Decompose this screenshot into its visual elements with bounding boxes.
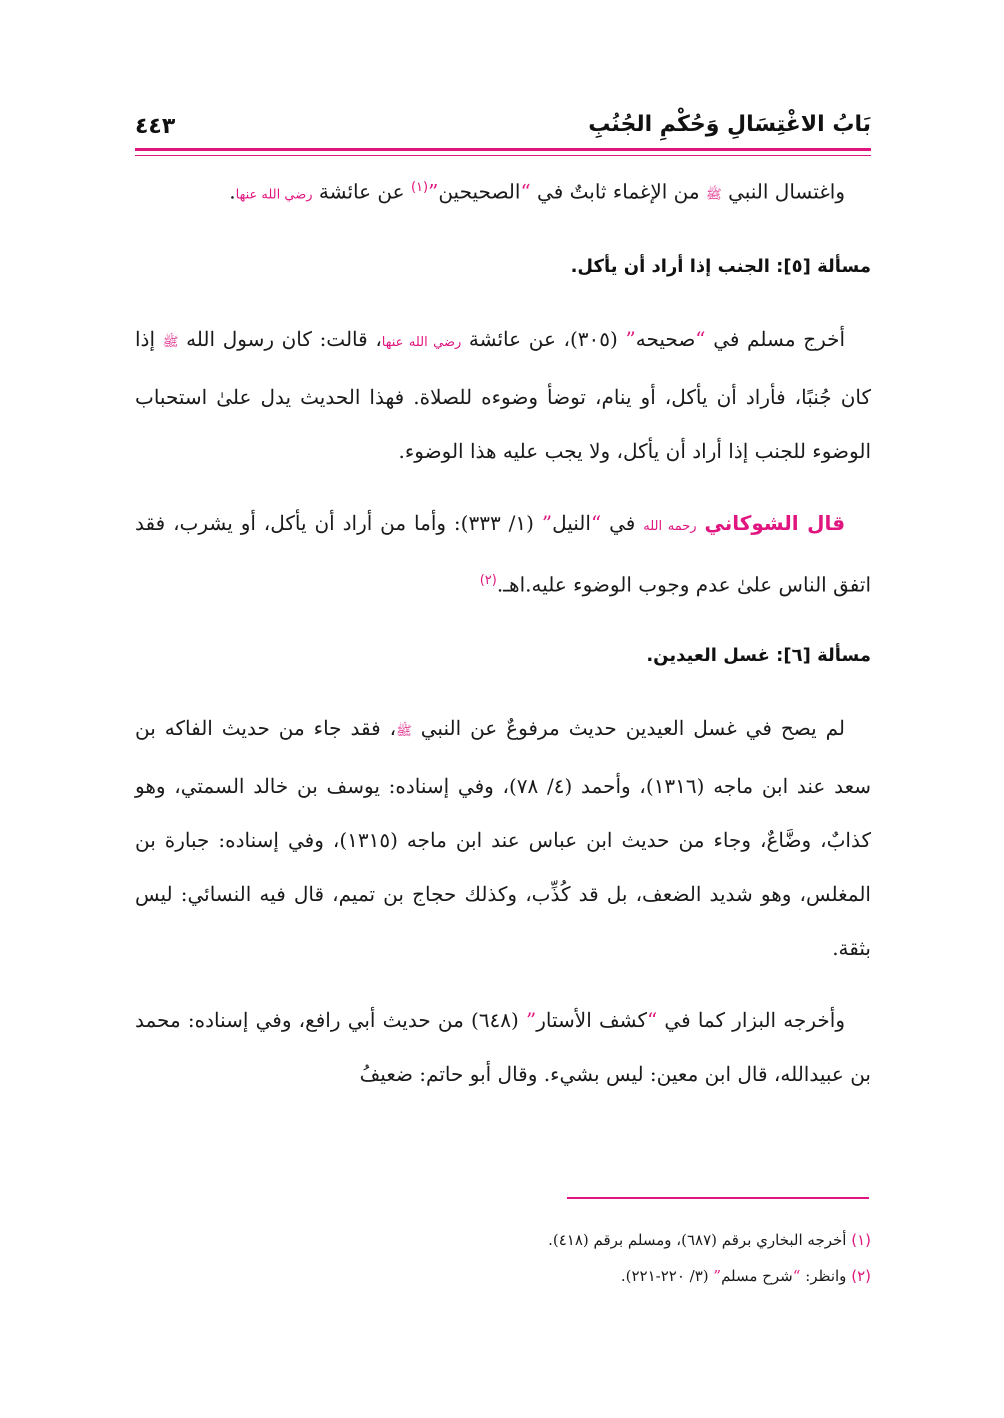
quoted-title: كشف الأستار xyxy=(536,1008,648,1033)
quote-close: ” xyxy=(428,179,439,204)
quote-open: “ xyxy=(695,326,706,351)
text-run: عن عائشة xyxy=(318,179,405,204)
scholar-name: قال الشوكاني xyxy=(704,510,846,535)
text-run: أخرج مسلم في xyxy=(713,326,846,351)
footnote-text: أخرجه البخاري برقم (٦٨٧)، ومسلم برقم (٤١٨). xyxy=(548,1231,847,1249)
quote-open: “ xyxy=(792,1267,801,1285)
footnote-2 xyxy=(135,1258,871,1294)
footnote-number: (٢) xyxy=(851,1267,871,1285)
running-header xyxy=(135,112,871,152)
issue-label: مسألة [٥]: xyxy=(776,255,871,277)
main-content xyxy=(135,162,871,1101)
footnote-text: (٣/ ٢٢٠-٢٢١). xyxy=(620,1267,709,1285)
quoted-title: الصحيحين xyxy=(438,179,521,204)
quote-open: “ xyxy=(647,1008,658,1033)
text-run: من الإغماء ثابتٌ في xyxy=(537,179,700,204)
prophet-honorific-icon: ﷺ xyxy=(396,724,412,740)
quote-close: ” xyxy=(625,326,636,351)
paragraph-2 xyxy=(135,312,871,478)
quote-close: ” xyxy=(526,1008,537,1033)
footnote-ref[interactable]: (٢) xyxy=(479,572,497,588)
text-run: . xyxy=(229,179,236,204)
header-rule-thin xyxy=(135,155,871,156)
issue-heading-5 xyxy=(135,234,871,300)
footnotes xyxy=(135,1222,871,1294)
header-rule-thick xyxy=(135,148,871,151)
page-number: ٤٤٣ xyxy=(135,114,176,139)
quoted-title: شرح مسلم xyxy=(721,1267,793,1285)
scholar-honorific-icon: رحمه الله xyxy=(643,518,697,534)
text-run: في xyxy=(609,510,636,535)
prophet-honorific-icon: ﷺ xyxy=(705,187,722,203)
quoted-title: النيل xyxy=(552,510,591,535)
text-run: واغتسال النبي xyxy=(728,179,845,204)
issue-title: الجنب إذا أراد أن يأكل. xyxy=(570,255,770,277)
chapter-title: بَابُ الاغْتِسَالِ وَحُكْمِ الجُنُبِ xyxy=(588,112,871,137)
quoted-title: صحيحه xyxy=(635,326,696,351)
footnote-ref[interactable]: (١) xyxy=(410,180,429,195)
footnote-1 xyxy=(135,1222,871,1258)
issue-label: مسألة [٦]: xyxy=(776,645,871,667)
text-run: ، فقد جاء من حديث الفاكه بن سعد عند ابن ماجه (١٣١٦)، وأحمد (٤/ ٧٨)، وفي إسناده: يوسف بن خالد السمتي، وهو كذابٌ، وضَّاعٌ، وجاء من حديث ابن عباس عند ابن ماجه (١٣١٥)، وفي إسناده: جبارة بن المغلس، وهو شديد الضعف، بل قد كُذِّب، وكذلك حجاج بن تميم، قال فيه النسائي: ليس بثقة. xyxy=(135,716,872,961)
aisha-honorific-icon: رضي الله عنها xyxy=(381,334,462,350)
issue-heading-6 xyxy=(135,623,871,689)
aisha-honorific-icon: رضي الله عنها xyxy=(235,187,313,203)
paragraph-5 xyxy=(135,993,871,1101)
text-run: (٣٠٥)، عن عائشة xyxy=(468,326,618,351)
paragraph-3 xyxy=(135,496,871,612)
quote-close: ” xyxy=(713,1267,722,1285)
text-run: وأخرجه البزار كما في xyxy=(664,1008,845,1033)
footnote-number: (١) xyxy=(851,1231,871,1249)
text-run: إذا كان جُنبًا، فأراد أن يأكل، أو ينام، توضأ وضوءه للصلاة. فهذا الحديث يدل علىٰ استحباب الوضوء للجنب إذا أراد أن يأكل، ولا يجب عليه هذا الوضوء. xyxy=(135,326,871,463)
quote-close: ” xyxy=(541,510,553,535)
footnote-text: وانظر: xyxy=(805,1267,847,1285)
paragraph-1 xyxy=(135,162,871,222)
quote-open: “ xyxy=(520,179,531,204)
paragraph-4 xyxy=(135,701,871,975)
issue-title: غسل العيدين. xyxy=(646,645,770,667)
text-run: لم يصح في غسل العيدين حديث مرفوعٌ عن النبي xyxy=(420,716,846,741)
text-run: (١/ ٣٣٣): وأما من أراد أن يأكل، أو يشرب، فقد اتفق الناس علىٰ عدم وجوب الوضوء عليه.اهـ. xyxy=(135,510,871,597)
text-run: ، قالت: كان رسول الله xyxy=(186,326,382,351)
prophet-honorific-icon: ﷺ xyxy=(162,334,179,350)
quote-open: “ xyxy=(590,510,602,535)
text-run: (٦٤٨) من حديث أبي رافع، وفي إسناده: محمد بن عبيدالله، قال ابن معين: ليس بشيء. وقال أبو حاتم: ضعيفُ xyxy=(135,1008,871,1087)
footnote-separator xyxy=(567,1197,869,1199)
